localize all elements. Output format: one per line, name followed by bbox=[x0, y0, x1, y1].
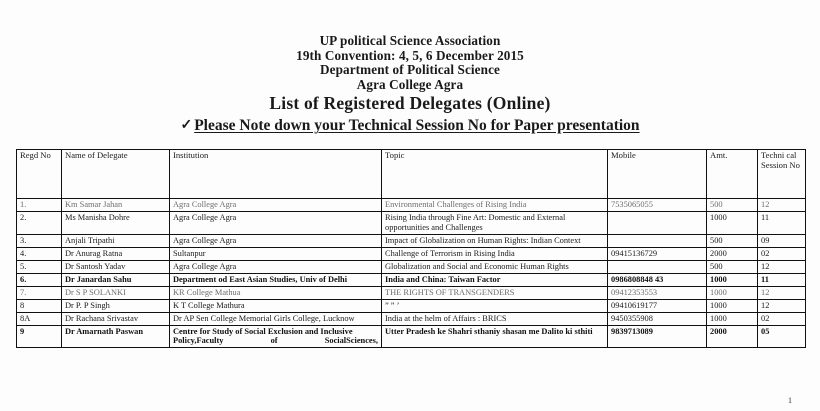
cell-topic: Challenge of Terrorism in Rising India bbox=[382, 247, 608, 260]
cell-topic: India and China: Taiwan Factor bbox=[382, 273, 608, 286]
technical-session-note bbox=[0, 116, 820, 135]
cell-name: Dr S P SOLANKI bbox=[62, 286, 170, 299]
cell-name: Dr Rachana Srivastav bbox=[62, 312, 170, 325]
cell-mobile bbox=[608, 260, 707, 273]
cell-amount: 500 bbox=[707, 234, 758, 247]
table-row bbox=[17, 325, 806, 347]
cell-regd-no: 1. bbox=[17, 199, 62, 212]
cell-session-no: 12 bbox=[758, 286, 806, 299]
table-row bbox=[17, 286, 806, 299]
column-header-name: Name of Delegate bbox=[62, 150, 170, 199]
cell-name: Anjali Tripathi bbox=[62, 234, 170, 247]
cell-name: Ms Manisha Dohre bbox=[62, 212, 170, 234]
cell-regd-no: 4. bbox=[17, 247, 62, 260]
cell-mobile bbox=[608, 234, 707, 247]
cell-institution: Department od East Asian Studies, Univ of Delhi bbox=[170, 273, 382, 286]
cell-session-no: 12 bbox=[758, 199, 806, 212]
table-row bbox=[17, 199, 806, 212]
cell-mobile bbox=[608, 212, 707, 234]
cell-topic: Impact of Globalization on Human Rights: Indian Context bbox=[382, 234, 608, 247]
cell-name: Dr Santosh Yadav bbox=[62, 260, 170, 273]
cell-topic: Rising India through Fine Art: Domestic and External opportunities and Challenges bbox=[382, 212, 608, 234]
page-title: List of Registered Delegates (Online) bbox=[269, 93, 551, 114]
cell-session-no: 05 bbox=[758, 325, 806, 347]
cell-institution: Dr AP Sen College Memorial Girls College, Lucknow bbox=[170, 312, 382, 325]
cell-mobile: 9839713089 bbox=[608, 325, 707, 347]
table-body bbox=[17, 199, 806, 347]
cell-regd-no: 2. bbox=[17, 212, 62, 234]
cell-amount: 2000 bbox=[707, 247, 758, 260]
cell-topic: ” ” ’ bbox=[382, 299, 608, 312]
cell-mobile: 09415136729 bbox=[608, 247, 707, 260]
cell-amount: 1000 bbox=[707, 286, 758, 299]
cell-amount: 1000 bbox=[707, 212, 758, 234]
checkmark-icon: ✓ bbox=[180, 118, 193, 134]
column-header-amount: Amt. bbox=[707, 150, 758, 199]
cell-mobile: 9450355908 bbox=[608, 312, 707, 325]
cell-session-no: 12 bbox=[758, 299, 806, 312]
cell-mobile: 0986808848 43 bbox=[608, 273, 707, 286]
cell-regd-no: 8A bbox=[17, 312, 62, 325]
cell-mobile: 09412353553 bbox=[608, 286, 707, 299]
document-header bbox=[0, 0, 820, 135]
cell-name: Dr Anurag Ratna bbox=[62, 247, 170, 260]
cell-amount: 1000 bbox=[707, 273, 758, 286]
cell-name: Dr Amarnath Paswan bbox=[62, 325, 170, 347]
cell-name: Dr P. P Singh bbox=[62, 299, 170, 312]
cell-topic: Utter Pradesh ke Shahri sthaniy shasan me Dalito ki sthiti bbox=[382, 325, 608, 347]
cell-amount: 1000 bbox=[707, 312, 758, 325]
table-row bbox=[17, 273, 806, 286]
cell-amount: 2000 bbox=[707, 325, 758, 347]
cell-session-no: 02 bbox=[758, 247, 806, 260]
table-row bbox=[17, 247, 806, 260]
cell-session-no: 11 bbox=[758, 212, 806, 234]
cell-amount: 500 bbox=[707, 199, 758, 212]
delegates-table bbox=[16, 149, 806, 347]
cell-regd-no: 8 bbox=[17, 299, 62, 312]
cell-topic: Globalization and Social and Economic Human Rights bbox=[382, 260, 608, 273]
header-college: Agra College Agra bbox=[356, 76, 464, 92]
table-row bbox=[17, 212, 806, 234]
technical-session-note-text: Please Note down your Technical Session No for Paper presentation bbox=[194, 117, 640, 135]
cell-institution: Agra College Agra bbox=[170, 234, 382, 247]
table-row bbox=[17, 312, 806, 325]
cell-regd-no: 9 bbox=[17, 325, 62, 347]
cell-session-no: 12 bbox=[758, 260, 806, 273]
column-header-topic: Topic bbox=[382, 150, 608, 199]
cell-name: Km Samar Jahan bbox=[62, 199, 170, 212]
cell-institution: Centre for Study of Social Exclusion and Inclusive Policy,Faculty of SocialSciences, bbox=[170, 325, 382, 347]
page-number: 1 bbox=[788, 396, 792, 405]
column-header-mobile: Mobile bbox=[608, 150, 707, 199]
cell-institution: Agra College Agra bbox=[170, 199, 382, 212]
cell-amount: 500 bbox=[707, 260, 758, 273]
cell-session-no: 09 bbox=[758, 234, 806, 247]
cell-institution: Agra College Agra bbox=[170, 212, 382, 234]
column-header-regd-no: Regd No bbox=[17, 150, 62, 199]
header-department: Department of Political Science bbox=[320, 62, 500, 78]
cell-regd-no: 7. bbox=[17, 286, 62, 299]
cell-mobile: 7535065055 bbox=[608, 199, 707, 212]
column-header-session-no: Techni cal Session No bbox=[758, 150, 806, 199]
table-header-row bbox=[17, 150, 806, 199]
cell-name: Dr Janardan Sahu bbox=[62, 273, 170, 286]
cell-topic: India at the helm of Affairs : BRICS bbox=[382, 312, 608, 325]
cell-mobile: 09410619177 bbox=[608, 299, 707, 312]
cell-institution: Agra College Agra bbox=[170, 260, 382, 273]
cell-institution: Sultanpur bbox=[170, 247, 382, 260]
cell-institution: K T College Mathura bbox=[170, 299, 382, 312]
header-convention-date: 19th Convention: 4, 5, 6 December 2015 bbox=[296, 47, 524, 63]
cell-topic: Environmental Challenges of Rising India bbox=[382, 199, 608, 212]
cell-institution: KR College Mathua bbox=[170, 286, 382, 299]
cell-regd-no: 5. bbox=[17, 260, 62, 273]
table-header bbox=[17, 150, 806, 199]
cell-session-no: 02 bbox=[758, 312, 806, 325]
cell-regd-no: 3. bbox=[17, 234, 62, 247]
cell-regd-no: 6. bbox=[17, 273, 62, 286]
cell-topic: THE RIGHTS OF TRANSGENDERS bbox=[382, 286, 608, 299]
column-header-institution: Institution bbox=[170, 150, 382, 199]
cell-amount: 1000 bbox=[707, 299, 758, 312]
table-row bbox=[17, 260, 806, 273]
header-association-name: UP political Science Association bbox=[319, 33, 501, 48]
table-row bbox=[17, 299, 806, 312]
cell-session-no: 11 bbox=[758, 273, 806, 286]
table-row bbox=[17, 234, 806, 247]
